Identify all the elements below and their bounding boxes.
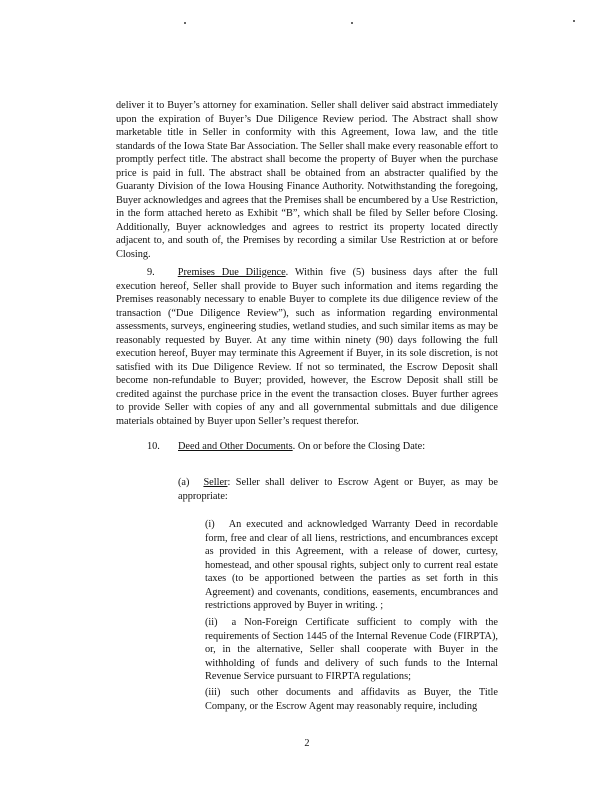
section-9-number: 9. [147,267,155,278]
list-item-text: An executed and acknowledged Warranty Deed in recordable form, free and clear of all liens, restrictions, and encumbrances except as provided in this Agreement, with a release of dower, curtesy, homestead, and other spousal rights, subject only to current real estate taxes (to be apportioned between the parties as set forth in this Agreement) and covenants, conditions, easements, encumbrances and restrictions approved by Buyer in writing. ; [205,519,498,612]
list-item [205,518,498,613]
section-10-number: 10. [147,441,160,452]
page-number: 2 [304,738,310,749]
list-item-text: a Non-Foreign Certificate sufficient to comply with the requirements of Section 1445 of the Internal Revenue Code (FIRPTA), or, in the alternative, Seller shall cooperate with Buyer in the withholding of funds and delivery of such funds to the Internal Revenue Service pursuant to FIRPTA regulations; [205,617,498,683]
paragraph-a [178,476,498,503]
scan-speck [184,22,186,24]
section-9-body: . Within five (5) business days after the full execution hereof, Seller shall provide to Buyer such information and items regarding the Premises reasonably necessary to enable Buyer to complete its due diligence review of the transaction (“Due Diligence Review”), such as information regarding environmental assessments, surveys, engineering studies, wetland studies, and such similar items as may be reasonably requested by Buyer. At any time within ninety (90) days following the full execution hereof, Buyer may terminate this Agreement if Buyer, in its sole discretion, is not satisfied with its Due Diligence Review. If not so terminated, the Escrow Deposit shall become non-refundable to Buyer; provided, however, the Escrow Deposit shall still be credited against the purchase price in the event the transaction closes. Buyer further agrees to provide Seller with copies of any and all governmental submittals and due diligence materials obtained by Buyer upon Seller’s request therefor. [116,267,498,428]
scan-speck [351,22,353,24]
section-10-heading [147,440,498,454]
list-item-text: such other documents and affidavits as Buyer, the Title Company, or the Escrow Agent may reasonably require, including [205,687,498,712]
section-9-title: Premises Due Diligence [177,267,286,278]
paragraph-a-body: : Seller shall deliver to Escrow Agent or Buyer, as may be appropriate: [178,477,498,502]
paragraph-continuation: deliver it to Buyer’s attorney for examination. Seller shall deliver said abstract immediately upon the expiration of Buyer’s Due Diligence Review period. The Abstract shall show marketable title in Seller in conformity with this Agreement, Iowa law, and the title standards of the Iowa State Bar Association. The Seller shall make every reasonable effort to promptly perfect title. The abstract shall become the property of Buyer when the purchase price is paid in full. The abstract shall be obtained from an abstracter qualified by the Guaranty Division of the Iowa Housing Finance Authority. Notwithstanding the foregoing, Buyer acknowledges and agrees that the Premises shall be encumbered by a Use Restriction, in the form attached hereto as Exhibit “B”, which shall be filed by Seller before Closing. Additionally, Buyer acknowledges and agrees to restrict its property located directly adjacent to, and south of, the Premises by recording a similar Use Restriction at or before Closing. [116,100,498,261]
list-item-label: (iii) [205,687,221,698]
paragraph-a-label: (a) [178,477,190,488]
list-item-label: (i) [205,519,215,530]
scan-speck [573,20,575,22]
section-9-paragraph [116,266,498,429]
list-item-label: (ii) [205,617,218,628]
paragraph-a-title: Seller [203,477,228,488]
section-10-title: Deed and Other Documents [178,441,293,452]
section-10-body: . On or before the Closing Date: [292,441,426,452]
list-item [205,616,498,684]
list-item [205,686,498,713]
